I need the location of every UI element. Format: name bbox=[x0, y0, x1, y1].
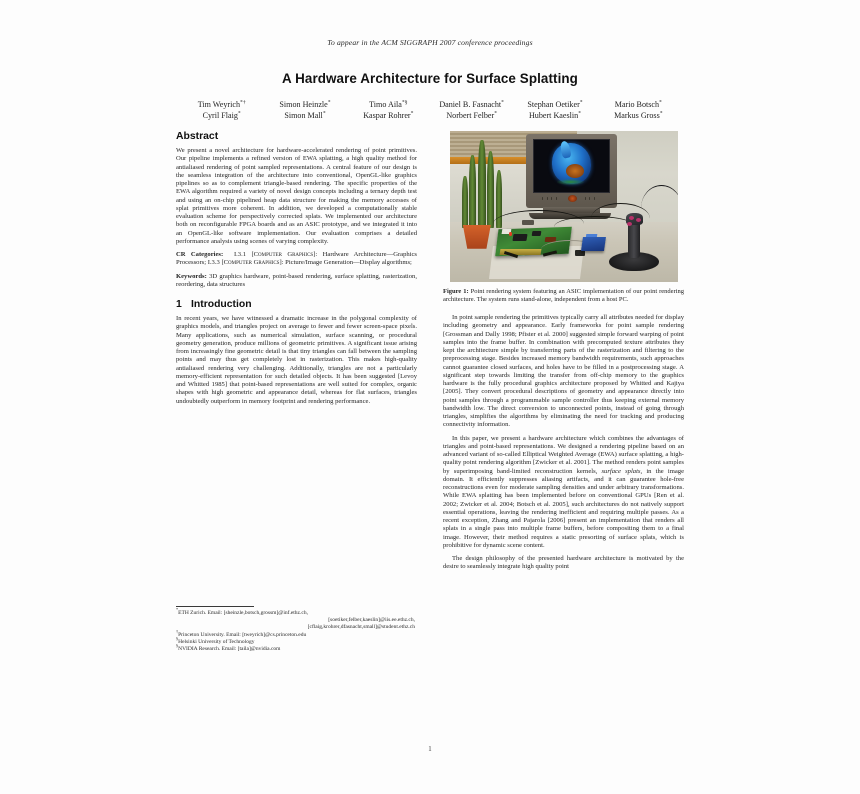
author-name: Simon Heinzle bbox=[279, 100, 328, 109]
footnote-mark: § bbox=[176, 643, 179, 649]
left-column bbox=[176, 131, 417, 411]
author bbox=[513, 100, 596, 109]
author-affiliation-mark: * bbox=[237, 110, 241, 117]
photo-joystick-button bbox=[636, 218, 641, 222]
keywords-text: 3D graphics hardware, point-based rendering, surface splatting, rasterization, reordering, data structures bbox=[176, 272, 417, 288]
footnote-text: NVIDIA Research. Email: [taila]@nvidia.com bbox=[178, 646, 281, 653]
photo-blue-module bbox=[581, 237, 606, 251]
author-affiliation-mark: * bbox=[410, 110, 414, 117]
author-name: Simon Mall bbox=[284, 111, 323, 120]
author-affiliation-mark: *§ bbox=[401, 99, 408, 106]
author-name: Markus Gross bbox=[614, 111, 660, 120]
photo-fpga-chip bbox=[531, 231, 541, 236]
figure-label: Figure 1: bbox=[443, 288, 469, 295]
photo-monitor-button bbox=[556, 197, 557, 200]
right-paragraph-2-pre: In this paper, we present a hardware architecture which combines the advantages of triangles and point-based representations. We designed a rendering pipeline based on an advanced variant of so-called Elliptical Weighted Average (EWA) surface splatting, a high-quality point rendering algorithm [Zwicker et al. 2001]. The method renders point samples by superimposing band-limited reconstruction kernels, bbox=[443, 434, 684, 475]
footnote-item bbox=[176, 628, 417, 639]
page-title: A Hardware Architecture for Surface Splatting bbox=[282, 71, 578, 86]
footnote-item bbox=[176, 635, 417, 649]
author bbox=[597, 111, 680, 120]
figure-caption bbox=[443, 288, 684, 304]
author-row-1 bbox=[176, 100, 684, 109]
cr-code-2: I.3.3 bbox=[207, 259, 220, 267]
running-head: To appear in the ACM SIGGRAPH 2007 conference proceedings bbox=[327, 38, 533, 47]
right-column bbox=[443, 131, 684, 577]
photo-cactus-stem bbox=[469, 155, 476, 227]
author bbox=[430, 111, 513, 120]
cr-categories-label: CR Categories: bbox=[176, 251, 224, 258]
author bbox=[263, 111, 346, 120]
author-affiliation-mark: * bbox=[494, 110, 497, 117]
right-paragraph-1: In point sample rendering the primitives typically carry all attributes needed for display including geometry and appearance. Early frameworks for point sample rendering [Grossman and Dally 1998; Pfister et al. 2000] suggested simple forward warping of point samples into the frame buffer. In combination with precomputed texture attributes they kept the architecture simple by transferring parts of the rasterization and filtering to the preprocessing stage. Besides increased memory bandwidth requirements, such approaches cannot guarantee closed surfaces, and holes have to be filled in a postprocessing stage. A significant step towards limiting the transfer from off-chip memory to the graphics hardware is the fully procedural graphics architecture proposed by Whitted and Kajiya [2005]. They convert procedural descriptions of geometry and appearance directly into point samples through a programmable sample controller thus keeping external memory bandwidth low. The direct conversion to unconnected points, instead of going through triangles, simplifies the algorithms by eliminating the need for tracking and producing connectivity information. bbox=[443, 314, 684, 429]
author-row-2 bbox=[176, 111, 684, 120]
author bbox=[180, 111, 263, 120]
author bbox=[263, 100, 346, 109]
footnote-text: [soetiker,felber,kaeslin]@iis.ee.ethz.ch, bbox=[328, 617, 415, 624]
right-paragraph-3: The design philosophy of the presented hardware architecture is motivated by the desire to seamlessly integrate high quality point bbox=[443, 555, 684, 571]
photo-rendered-model-base bbox=[557, 179, 584, 185]
photo-cable-plug bbox=[575, 250, 585, 256]
right-paragraph-2 bbox=[443, 435, 684, 551]
footnote-text: Helsinki University of Technology bbox=[178, 638, 255, 645]
photo-monitor-button bbox=[542, 197, 543, 200]
cr-categories bbox=[176, 251, 417, 268]
footnote-mark: § bbox=[176, 635, 179, 641]
author-name: Kaspar Rohrer bbox=[363, 111, 411, 120]
author bbox=[347, 111, 430, 120]
photo-cable-connector bbox=[522, 220, 533, 225]
page-number: 1 bbox=[428, 746, 432, 753]
author-affiliation-mark: * bbox=[322, 110, 326, 117]
author bbox=[597, 100, 680, 109]
author bbox=[513, 111, 596, 120]
author-affiliation-mark: * bbox=[659, 99, 662, 106]
photo-monitor-button bbox=[589, 197, 590, 200]
footnote-block bbox=[176, 606, 417, 653]
photo-monitor-button bbox=[551, 197, 552, 200]
author-affiliation-mark: * bbox=[659, 110, 663, 117]
footnote-mark: † bbox=[176, 628, 179, 634]
cr-desc-2: : Picture/Image Generation—Display algorithms; bbox=[281, 259, 412, 267]
author-affiliation-mark: * bbox=[578, 110, 581, 117]
keywords bbox=[176, 273, 417, 290]
author-name: Mario Botsch bbox=[614, 100, 660, 109]
cr-code-1: I.3.1 bbox=[233, 251, 247, 258]
author bbox=[430, 100, 513, 109]
cr-bracket-1: [Computer Graphics] bbox=[251, 251, 316, 258]
author-name: Daniel B. Fasnacht bbox=[439, 100, 502, 109]
author-name: Hubert Kaeslin bbox=[528, 111, 579, 120]
body-columns bbox=[176, 131, 684, 771]
cr-bracket-2: [Computer Graphics] bbox=[221, 259, 282, 267]
footnote-rule bbox=[176, 606, 254, 607]
photo-cactus-stem bbox=[462, 176, 468, 227]
author bbox=[180, 100, 263, 109]
photo-monitor-button bbox=[594, 197, 595, 200]
author-affiliation-mark: * bbox=[579, 99, 583, 106]
author-affiliation-mark: *† bbox=[240, 99, 246, 106]
author-affiliation-mark: * bbox=[501, 99, 504, 106]
section-number: 1 bbox=[176, 299, 182, 310]
footnote-text: ETH Zurich. Email: [sheinzle,botsch,grossm]@inf.ethz.ch, bbox=[178, 610, 308, 616]
author-name: Cyril Flaig bbox=[202, 111, 238, 120]
page-sheet bbox=[176, 28, 684, 768]
footnote-text: [cflaig,krohrer,dfasnacht,small]@student.ethz.ch bbox=[307, 624, 415, 631]
author-name: Timo Aila bbox=[369, 100, 402, 109]
author-list bbox=[176, 100, 684, 120]
footnote-mark: * bbox=[176, 607, 179, 613]
photo-monitor-button bbox=[585, 197, 586, 200]
author bbox=[347, 100, 430, 109]
author-affiliation-mark: * bbox=[327, 99, 331, 106]
introduction-heading bbox=[176, 299, 417, 310]
figure-1 bbox=[443, 131, 684, 304]
author-name: Stephan Oetiker bbox=[527, 100, 580, 109]
photo-monitor-power-led bbox=[568, 195, 577, 202]
photo-cactus-stem bbox=[487, 151, 494, 228]
right-paragraph-2-emphasis: surface splats bbox=[601, 467, 641, 475]
introduction-paragraph-1: In recent years, we have witnessed a dramatic increase in the polygonal complexity of graphics models, and triangles project on average to fewer and fewer screen-space pixels. Many applications, such as numerical simulation, surface scanning, or procedural geometry generation, produce millions of geometric primitives. A significant issue arising from increasingly fine geometric detail is that tiny triangles can fall between the sampling points and may thus get completely lost in rasterization. This makes high-quality antialiased rendering very challenging. Additionally, triangles are not a particularly memory-efficient representation for such detailed objects. It has been suggested [Levoy and Whitted 1985] that point-based representations are well suited for complex, organic shapes with high geometric and appearance detail, whereas for flat surfaces, triangles undoubtedly outperform in memory footprint and rendering performance. bbox=[176, 315, 417, 405]
photo-monitor-button bbox=[547, 197, 548, 200]
footnote-item bbox=[176, 643, 417, 653]
abstract-heading: Abstract bbox=[176, 131, 219, 142]
photo-fpga-chip bbox=[513, 234, 528, 241]
figure-photo bbox=[450, 131, 678, 282]
author-name: Tim Weyrich bbox=[197, 100, 241, 109]
photo-cable bbox=[641, 185, 677, 231]
footnote-text: Princeton University. Email: [tweyrich]@cs.princeton.edu bbox=[178, 631, 307, 638]
footnote-item bbox=[176, 624, 417, 631]
cr-desc-1: : Hardware Architecture—Graphics Processors; bbox=[176, 251, 417, 267]
figure-caption-text: Point rendering system featuring an ASIC implementation of our point rendering architecture. The system runs stand-alone, independent from a host PC. bbox=[443, 288, 684, 304]
section-title: Introduction bbox=[191, 299, 252, 310]
photo-cactus-stem bbox=[478, 140, 486, 228]
author-name: Norbert Felber bbox=[446, 111, 495, 120]
photo-rendered-model-highlight bbox=[566, 164, 584, 178]
keywords-label: Keywords: bbox=[176, 272, 207, 280]
right-paragraph-2-post: , in the image domain. It efficiently suppresses aliasing artifacts, and it can guarantee hole-free reconstructions even for moderate sampling densities and under arbitrary transformations. While EWA splatting has been implemented before on conventional GPUs [Ren et al. 2002; Zwicker et al. 2004; Botsch et al. 2005], such architectures do not natively support essential operations, leaving the rendering inefficient and requiring multiple passes. As a recent exception, Zhang and Pajarola [2006] present an implementation that renders all splats in a single pass into multiple frame buffers, before compositing them to a final image. However, their method requires a static presorting of surface splats, which is prohibitive for dynamic scene content. bbox=[443, 467, 685, 549]
abstract-text: We present a novel architecture for hardware-accelerated rendering of point primitives. Our pipeline implements a refined version of EWA splatting, a high quality method for antialiased rendering of point sampled representations. A central feature of our design is the seamless integration of the architecture into conventional, OpenGL-like graphics pipelines so as to complement triangle-based rendering. The specific properties of the EWA algorithm required a variety of novel design concepts including a ternary depth test and using an on-chip pipelined heap data structure for making the memory accesses of splat primitives more coherent. In addition, we developed a computationally stable evaluation scheme for perspectively corrected splats. We implemented our architecture both on reconfigurable FPGA boards and as an ASIC prototype, and we integrated it into an OpenGL-like software implementation. Our evaluation comprises a detailed performance analysis using scenes of varying complexity. bbox=[176, 147, 417, 245]
